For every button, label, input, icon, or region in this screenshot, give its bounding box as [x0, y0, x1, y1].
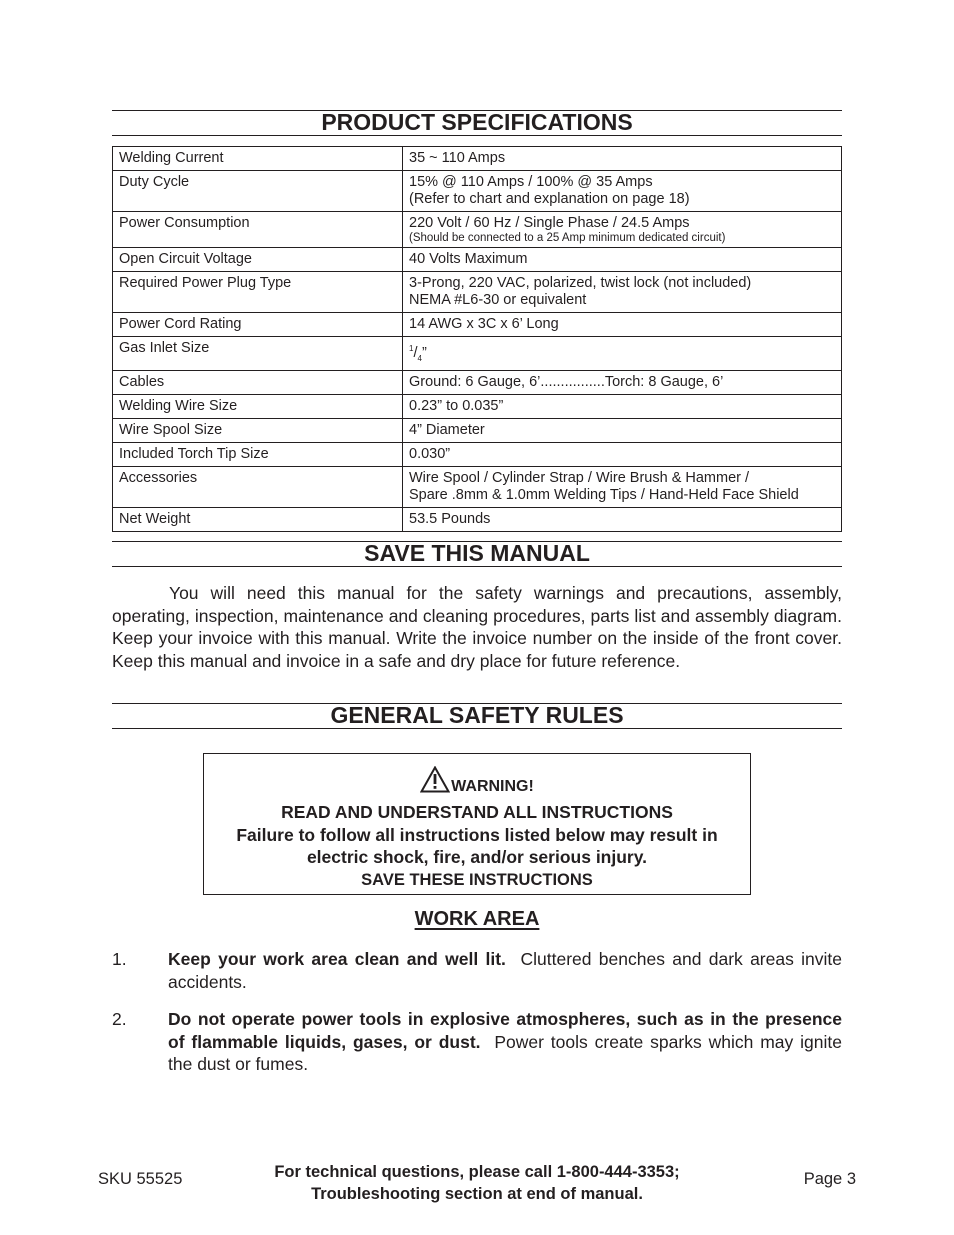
warning-triangle-icon — [420, 766, 450, 793]
spec-value — [403, 171, 842, 212]
spec-value-line: NEMA #L6-30 or equivalent — [409, 292, 587, 308]
save-manual-title-text: SAVE THIS MANUAL — [364, 540, 590, 566]
spec-note: (Should be connected to a 25 Amp minimum dedicated circuit) — [409, 232, 726, 244]
spec-label: Required Power Plug Type — [113, 272, 403, 313]
table-row — [113, 171, 842, 212]
warning-line: Failure to follow all instructions listed below may result in — [236, 824, 718, 845]
warning-line: electric shock, fire, and/or serious injury. — [306, 847, 648, 867]
spec-value-line: 220 Volt / 60 Hz / Single Phase / 24.5 Amps — [409, 215, 690, 231]
table-row — [113, 272, 842, 313]
spec-value: 35 ~ 110 Amps — [403, 147, 842, 171]
footer-page-number: Page 3 — [803, 1170, 856, 1188]
fraction-slash: / — [413, 345, 418, 361]
list-item — [112, 948, 842, 993]
table-row — [113, 313, 842, 337]
spec-label: Net Weight — [113, 508, 403, 532]
list-item-body — [168, 948, 842, 993]
spec-label: Accessories — [113, 467, 403, 508]
spec-value: 53.5 Pounds — [403, 508, 842, 532]
table-row — [113, 419, 842, 443]
spec-value-line: (Refer to chart and explanation on page 18) — [409, 191, 690, 207]
fraction-denominator: 4 — [417, 354, 422, 363]
list-item-body — [168, 1008, 842, 1076]
list-item-bold: Keep your work area clean and well lit. — [168, 949, 506, 969]
spec-label: Wire Spool Size — [113, 419, 403, 443]
spec-value-line: Spare .8mm & 1.0mm Welding Tips / Hand-Held Face Shield — [409, 487, 799, 503]
table-row — [113, 371, 842, 395]
spec-label: Welding Current — [113, 147, 403, 171]
general-safety-title-text: GENERAL SAFETY RULES — [330, 702, 624, 728]
list-item — [112, 1008, 842, 1076]
spec-value — [403, 467, 842, 508]
footer-contact-line: Troubleshooting section at end of manual. — [311, 1185, 643, 1203]
table-row — [113, 467, 842, 508]
spec-value — [403, 272, 842, 313]
table-row — [113, 212, 842, 248]
list-item-number: 2. — [112, 1009, 127, 1029]
spec-value: 14 AWG x 3C x 6’ Long — [403, 313, 842, 337]
spec-value: 0.030” — [403, 443, 842, 467]
spec-label: Duty Cycle — [113, 171, 403, 212]
work-area-heading — [0, 908, 954, 931]
table-row — [113, 337, 842, 371]
spec-value: 40 Volts Maximum — [403, 248, 842, 272]
work-area-heading-text: WORK AREA — [414, 908, 540, 930]
spec-value: 4” Diameter — [403, 419, 842, 443]
fraction-numerator: 1 — [409, 344, 414, 353]
footer-contact-line: For technical questions, please call 1-800-444-3353; — [274, 1163, 680, 1181]
product-specifications-title — [112, 110, 842, 136]
spec-label: Open Circuit Voltage — [113, 248, 403, 272]
spec-value — [403, 337, 842, 371]
warning-box — [203, 753, 751, 895]
table-row — [113, 395, 842, 419]
warning-line: READ AND UNDERSTAND ALL INSTRUCTIONS — [281, 802, 673, 822]
spec-label: Welding Wire Size — [113, 395, 403, 419]
fraction-suffix: ” — [421, 345, 427, 361]
specifications-table — [112, 146, 842, 532]
spec-value: 0.23” to 0.035” — [403, 395, 842, 419]
spec-value-line: Wire Spool / Cylinder Strap / Wire Brush & Hammer / — [409, 470, 750, 486]
spec-label: Power Consumption — [113, 212, 403, 248]
warning-header — [204, 766, 750, 795]
spec-value-line: 15% @ 110 Amps / 100% @ 35 Amps — [409, 174, 653, 190]
table-row — [113, 248, 842, 272]
spec-label: Included Torch Tip Size — [113, 443, 403, 467]
table-row — [113, 508, 842, 532]
table-row — [113, 147, 842, 171]
save-manual-title — [112, 541, 842, 567]
list-item-bold: Do not operate power tools in explosive atmospheres, such as in the presence of flammable liquids, gases, or dust. — [168, 1009, 842, 1052]
list-item-text: Power tools create sparks which may ignite the dust or fumes. — [168, 1031, 843, 1074]
table-row — [113, 443, 842, 467]
spec-value-line: 3-Prong, 220 VAC, polarized, twist lock (not included) — [409, 275, 752, 291]
product-specifications-title-text: PRODUCT SPECIFICATIONS — [321, 109, 633, 135]
spec-value — [403, 212, 842, 248]
spec-label: Power Cord Rating — [113, 313, 403, 337]
warning-label: WARNING! — [451, 778, 534, 795]
spec-label: Gas Inlet Size — [113, 337, 403, 371]
general-safety-title — [112, 703, 842, 729]
list-item-text: Cluttered benches and dark areas invite accidents. — [168, 949, 842, 992]
warning-line: SAVE THESE INSTRUCTIONS — [361, 870, 593, 889]
footer-sku: SKU 55525 — [98, 1170, 183, 1188]
spec-value: Ground: 6 Gauge, 6’................Torch: 8 Gauge, 6’ — [403, 371, 842, 395]
save-manual-paragraph: You will need this manual for the safety warnings and precautions, assembly, operating, inspection, maintenance and cleaning procedures, parts list and assembly diagram. Keep your invoice with this manual. Write the invoice number on the inside of the front cover. Keep this manual and invoice in a safe and dry place for future reference. — [112, 583, 842, 671]
spec-label: Cables — [113, 371, 403, 395]
list-item-number: 1. — [112, 949, 127, 969]
